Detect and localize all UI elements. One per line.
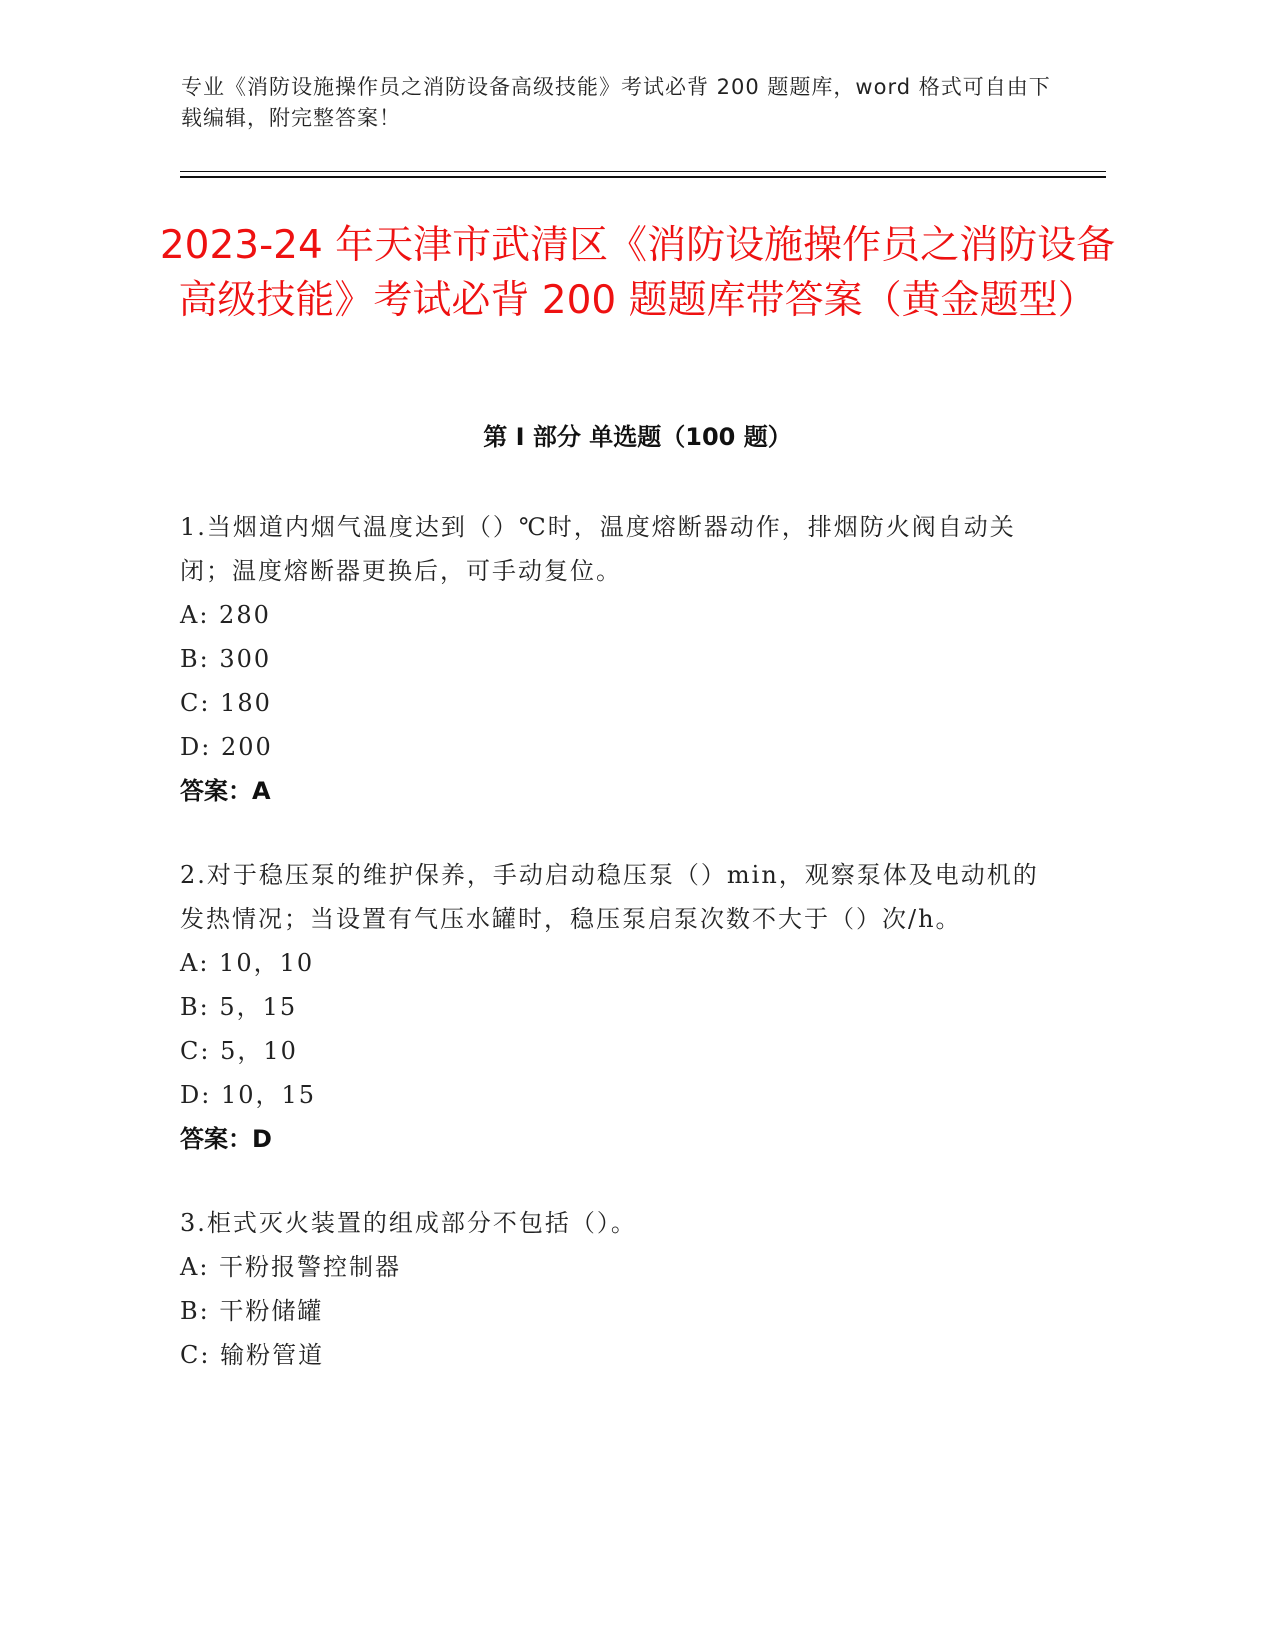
question-1 xyxy=(180,505,1040,813)
answer: 答案：D xyxy=(180,1125,272,1153)
header-note: 专业《消防设施操作员之消防设备高级技能》考试必背 200 题题库，word 格式可自由下载编辑，附完整答案！ xyxy=(181,75,1051,130)
option-b: B: 干粉储罐 xyxy=(180,1297,324,1325)
header-divider-thick xyxy=(180,176,1106,178)
question-list xyxy=(180,505,1040,1417)
answer: 答案：A xyxy=(180,777,271,805)
question-stem: 3.柜式灭火装置的组成部分不包括（）。 xyxy=(180,1209,637,1237)
question-stem: 1.当烟道内烟气温度达到（）℃时，温度熔断器动作，排烟防火阀自动关闭；温度熔断器更换后，可手动复位。 xyxy=(180,513,1016,585)
document-title: 2023-24 年天津市武清区《消防设施操作员之消防设备高级技能》考试必背 200 题题库带答案（黄金题型） xyxy=(159,223,1116,323)
option-c: C: 180 xyxy=(180,689,272,717)
question-stem: 2.对于稳压泵的维护保养，手动启动稳压泵（）min，观察泵体及电动机的发热情况；当设置有气压水罐时，稳压泵启泵次数不大于（）次/h。 xyxy=(180,861,1039,933)
option-b: B: 5，15 xyxy=(180,993,298,1021)
option-c: C: 5，10 xyxy=(180,1037,298,1065)
option-b: B: 300 xyxy=(180,645,272,673)
option-a: A: 10，10 xyxy=(180,949,315,977)
option-d: D: 200 xyxy=(180,733,273,761)
section-title: 第 I 部分 单选题（100 题） xyxy=(483,423,792,451)
question-3 xyxy=(180,1201,1040,1377)
question-2 xyxy=(180,853,1040,1161)
option-a: A: 280 xyxy=(180,601,271,629)
option-c: C: 输粉管道 xyxy=(180,1341,325,1369)
option-a: A: 干粉报警控制器 xyxy=(180,1253,402,1281)
header-divider-thin xyxy=(180,171,1106,172)
option-d: D: 10，15 xyxy=(180,1081,317,1109)
